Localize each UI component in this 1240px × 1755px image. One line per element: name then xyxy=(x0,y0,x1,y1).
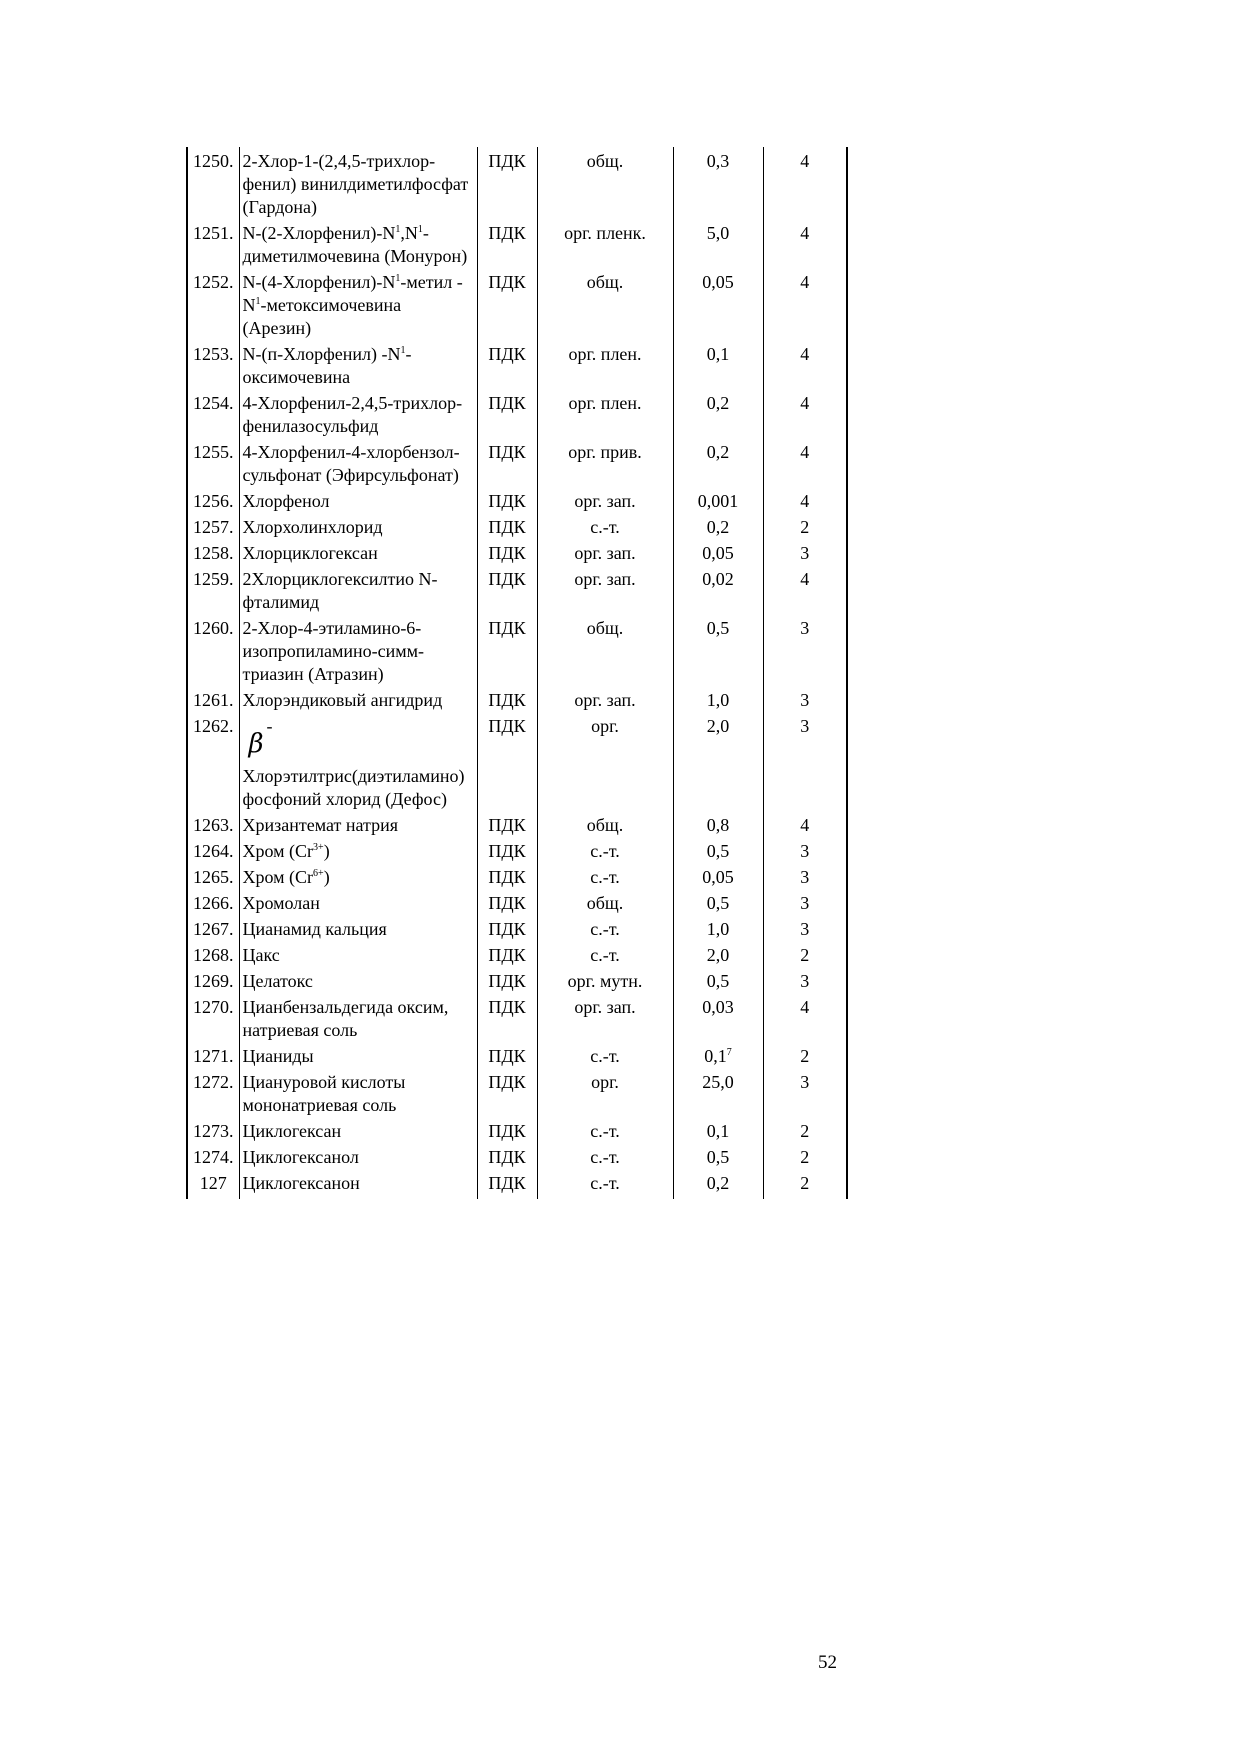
table-row xyxy=(187,993,847,1042)
limiting-indicator: орг. зап. xyxy=(537,539,673,565)
table-row xyxy=(187,219,847,268)
concentration-value: 1,0 xyxy=(673,686,763,712)
substance-name: Хромолан xyxy=(239,889,477,915)
row-number: 1257. xyxy=(187,513,239,539)
row-number: 1269. xyxy=(187,967,239,993)
table-row xyxy=(187,837,847,863)
limiting-indicator: с.-т. xyxy=(537,941,673,967)
concentration-value: 0,2 xyxy=(673,438,763,487)
row-number: 1266. xyxy=(187,889,239,915)
norm-type: ПДК xyxy=(477,1169,537,1199)
concentration-value: 5,0 xyxy=(673,219,763,268)
table-row xyxy=(187,712,847,811)
hazard-class: 3 xyxy=(763,915,847,941)
table-row xyxy=(187,811,847,837)
substance-name: Хризантемат натрия xyxy=(239,811,477,837)
value-text: 0,1 xyxy=(704,1046,727,1066)
table-row xyxy=(187,1143,847,1169)
table-row xyxy=(187,389,847,438)
row-number: 1250. xyxy=(187,147,239,219)
table-row xyxy=(187,889,847,915)
substance-name: Цакс xyxy=(239,941,477,967)
hazard-class: 2 xyxy=(763,1169,847,1199)
table-row xyxy=(187,1169,847,1199)
beta-symbol: β xyxy=(248,729,264,759)
norm-type: ПДК xyxy=(477,1068,537,1117)
row-number: 1265. xyxy=(187,863,239,889)
concentration-value: 0,001 xyxy=(673,487,763,513)
substance-name-part: -диметилмочевина (Монурон) xyxy=(242,223,468,266)
table-row xyxy=(187,565,847,614)
hazard-class: 4 xyxy=(763,811,847,837)
hazard-class: 4 xyxy=(763,438,847,487)
norm-type: ПДК xyxy=(477,1042,537,1068)
substance-name: 4-Хлорфенил-4-хлорбензол-сульфонат (Эфирсульфонат) xyxy=(239,438,477,487)
substance-name: Циануровой кислоты мононатриевая соль xyxy=(239,1068,477,1117)
limiting-indicator: орг. пленк. xyxy=(537,219,673,268)
superscript: 1 xyxy=(395,224,401,235)
norm-type: ПДК xyxy=(477,539,537,565)
concentration-value: 0,2 xyxy=(673,389,763,438)
hazard-class: 2 xyxy=(763,941,847,967)
substance-name: Целатокс xyxy=(239,967,477,993)
substance-name: Хлорциклогексан xyxy=(239,539,477,565)
hazard-class: 3 xyxy=(763,837,847,863)
concentration-value: 0,05 xyxy=(673,863,763,889)
concentration-value: 0,8 xyxy=(673,811,763,837)
table-row xyxy=(187,1068,847,1117)
table-row xyxy=(187,1042,847,1068)
norm-type: ПДК xyxy=(477,712,537,811)
row-number: 1259. xyxy=(187,565,239,614)
limiting-indicator: с.-т. xyxy=(537,837,673,863)
norm-type: ПДК xyxy=(477,863,537,889)
hazard-class: 2 xyxy=(763,1117,847,1143)
table-row xyxy=(187,915,847,941)
substance-name-part: N-(4-Хлорфенил)-N xyxy=(242,272,396,292)
norm-type: ПДК xyxy=(477,1117,537,1143)
row-number: 1253. xyxy=(187,340,239,389)
concentration-value xyxy=(673,1042,763,1068)
limiting-indicator: орг. xyxy=(537,1068,673,1117)
limiting-indicator: орг. зап. xyxy=(537,993,673,1042)
row-number: 1261. xyxy=(187,686,239,712)
substance-name: Хлорэндиковый ангидрид xyxy=(239,686,477,712)
superscript: 3+ xyxy=(313,842,324,853)
hazard-class: 4 xyxy=(763,340,847,389)
concentration-value: 0,5 xyxy=(673,1143,763,1169)
table-row xyxy=(187,863,847,889)
substance-name: Хлорфенол xyxy=(239,487,477,513)
norm-type: ПДК xyxy=(477,565,537,614)
table-row xyxy=(187,614,847,686)
table-body xyxy=(187,147,847,1199)
beta-prefix xyxy=(243,715,474,765)
norm-type: ПДК xyxy=(477,967,537,993)
row-number: 1272. xyxy=(187,1068,239,1117)
beta-dash: - xyxy=(266,716,273,736)
hazard-class: 4 xyxy=(763,147,847,219)
row-number: 1254. xyxy=(187,389,239,438)
hazard-class: 3 xyxy=(763,1068,847,1117)
table-row xyxy=(187,513,847,539)
norm-type: ПДК xyxy=(477,1143,537,1169)
hazard-class: 3 xyxy=(763,686,847,712)
limiting-indicator: общ. xyxy=(537,147,673,219)
page-number: 52 xyxy=(818,1652,837,1673)
substance-name: Цианбензальдегида оксим, натриевая соль xyxy=(239,993,477,1042)
substance-name: Хлорхолинхлорид xyxy=(239,513,477,539)
substance-name xyxy=(239,863,477,889)
norm-type: ПДК xyxy=(477,219,537,268)
substance-name xyxy=(239,219,477,268)
limiting-indicator: общ. xyxy=(537,811,673,837)
limiting-indicator: орг. плен. xyxy=(537,389,673,438)
substance-name-part: ) xyxy=(323,841,330,861)
substance-name-part: -метоксимочевина (Арезин) xyxy=(242,295,402,338)
hazard-class: 3 xyxy=(763,614,847,686)
norm-type: ПДК xyxy=(477,487,537,513)
footnote-mark: 7 xyxy=(726,1047,732,1058)
concentration-value: 0,05 xyxy=(673,539,763,565)
hazard-class: 4 xyxy=(763,487,847,513)
row-number: 1268. xyxy=(187,941,239,967)
substance-name-part: N-(п-Хлорфенил) -N xyxy=(242,344,401,364)
hazard-class: 3 xyxy=(763,967,847,993)
limiting-indicator: орг. плен. xyxy=(537,340,673,389)
row-number: 1264. xyxy=(187,837,239,863)
norm-type: ПДК xyxy=(477,614,537,686)
limiting-indicator: орг. зап. xyxy=(537,565,673,614)
substance-name: 2-Хлор-4-этиламино-6-изопропиламино-симм-триазин (Атразин) xyxy=(239,614,477,686)
limiting-indicator: с.-т. xyxy=(537,1042,673,1068)
limiting-indicator: орг. зап. xyxy=(537,686,673,712)
concentration-value: 0,03 xyxy=(673,993,763,1042)
row-number: 1274. xyxy=(187,1143,239,1169)
superscript: 1 xyxy=(395,273,401,284)
concentration-value: 0,02 xyxy=(673,565,763,614)
table-row xyxy=(187,967,847,993)
row-number: 1255. xyxy=(187,438,239,487)
substance-name: Циклогексан xyxy=(239,1117,477,1143)
concentration-value: 1,0 xyxy=(673,915,763,941)
limiting-indicator: с.-т. xyxy=(537,1169,673,1199)
norm-type: ПДК xyxy=(477,941,537,967)
hazard-class: 4 xyxy=(763,219,847,268)
substance-name: 2-Хлор-1-(2,4,5-трихлор-фенил) винилдиметилфосфат (Гардона) xyxy=(239,147,477,219)
limiting-indicator: орг. мутн. xyxy=(537,967,673,993)
hazard-class: 3 xyxy=(763,889,847,915)
limiting-indicator: с.-т. xyxy=(537,1143,673,1169)
table-row xyxy=(187,268,847,340)
substance-name-part: ,N xyxy=(400,223,418,243)
substance-name-part: -оксимочевина xyxy=(242,344,412,387)
concentration-value: 0,5 xyxy=(673,837,763,863)
norm-type: ПДК xyxy=(477,268,537,340)
limiting-indicator: общ. xyxy=(537,268,673,340)
substance-name-text: Хлорэтилтрис(диэтиламино) фосфоний хлорид (Дефос) xyxy=(242,766,465,809)
substance-name-part: -метил -N xyxy=(242,272,463,315)
row-number: 1270. xyxy=(187,993,239,1042)
norm-type: ПДК xyxy=(477,389,537,438)
table-row xyxy=(187,539,847,565)
superscript: 1 xyxy=(417,224,423,235)
limiting-indicator: с.-т. xyxy=(537,863,673,889)
substance-name xyxy=(239,837,477,863)
row-number: 1252. xyxy=(187,268,239,340)
concentration-value: 0,5 xyxy=(673,614,763,686)
row-number: 1251. xyxy=(187,219,239,268)
norm-type: ПДК xyxy=(477,147,537,219)
norm-type: ПДК xyxy=(477,811,537,837)
table-row xyxy=(187,438,847,487)
limiting-indicator: с.-т. xyxy=(537,915,673,941)
limiting-indicator: с.-т. xyxy=(537,1117,673,1143)
substance-name: Цианиды xyxy=(239,1042,477,1068)
hazard-class: 4 xyxy=(763,993,847,1042)
concentration-value: 2,0 xyxy=(673,941,763,967)
norm-type: ПДК xyxy=(477,837,537,863)
superscript: 6+ xyxy=(313,868,324,879)
hazard-class: 4 xyxy=(763,389,847,438)
concentration-value: 0,5 xyxy=(673,967,763,993)
hazard-class: 2 xyxy=(763,1042,847,1068)
concentration-value: 2,0 xyxy=(673,712,763,811)
table-row xyxy=(187,1117,847,1143)
concentration-value: 0,2 xyxy=(673,1169,763,1199)
row-number: 1256. xyxy=(187,487,239,513)
concentration-value: 0,1 xyxy=(673,340,763,389)
substance-name: Цианамид кальция xyxy=(239,915,477,941)
limiting-indicator: общ. xyxy=(537,889,673,915)
norm-type: ПДК xyxy=(477,438,537,487)
row-number: 1267. xyxy=(187,915,239,941)
substance-name xyxy=(239,340,477,389)
substance-name: 4-Хлорфенил-2,4,5-трихлор-фенилазосульфид xyxy=(239,389,477,438)
table-row xyxy=(187,487,847,513)
substance-name: 2Хлорциклогексилтио N-фталимид xyxy=(239,565,477,614)
concentration-value: 0,1 xyxy=(673,1117,763,1143)
substance-name xyxy=(239,712,477,811)
row-number: 1262. xyxy=(187,712,239,811)
superscript: 1 xyxy=(255,296,261,307)
hazard-class: 2 xyxy=(763,1143,847,1169)
limiting-indicator: с.-т. xyxy=(537,513,673,539)
table-row xyxy=(187,147,847,219)
norm-type: ПДК xyxy=(477,889,537,915)
norm-type: ПДК xyxy=(477,513,537,539)
hazard-class: 3 xyxy=(763,712,847,811)
substance-name: Циклогексанон xyxy=(239,1169,477,1199)
norm-type: ПДК xyxy=(477,915,537,941)
concentration-value: 0,5 xyxy=(673,889,763,915)
limiting-indicator: орг. xyxy=(537,712,673,811)
row-number: 1260. xyxy=(187,614,239,686)
row-number: 1271. xyxy=(187,1042,239,1068)
substance-name: Циклогексанол xyxy=(239,1143,477,1169)
norm-type: ПДК xyxy=(477,340,537,389)
superscript: 1 xyxy=(400,345,406,356)
table-row xyxy=(187,686,847,712)
row-number: 1273. xyxy=(187,1117,239,1143)
limiting-indicator: орг. прив. xyxy=(537,438,673,487)
concentration-value: 25,0 xyxy=(673,1068,763,1117)
hazard-class: 4 xyxy=(763,565,847,614)
row-number: 1263. xyxy=(187,811,239,837)
norm-type: ПДК xyxy=(477,993,537,1042)
hazard-class: 4 xyxy=(763,268,847,340)
substance-name-part: Хром (Cr xyxy=(242,841,314,861)
table-row xyxy=(187,941,847,967)
concentration-value: 0,05 xyxy=(673,268,763,340)
substances-table xyxy=(186,147,848,1199)
limiting-indicator: общ. xyxy=(537,614,673,686)
substance-name-part: Хром (Cr xyxy=(242,867,314,887)
hazard-class: 3 xyxy=(763,863,847,889)
row-number: 1258. xyxy=(187,539,239,565)
substance-name-part: N-(2-Хлорфенил)-N xyxy=(242,223,396,243)
norm-type: ПДК xyxy=(477,686,537,712)
substance-name-part: ) xyxy=(323,867,330,887)
row-number: 127 xyxy=(187,1169,239,1199)
concentration-value: 0,2 xyxy=(673,513,763,539)
limiting-indicator: орг. зап. xyxy=(537,487,673,513)
substance-name xyxy=(239,268,477,340)
table-row xyxy=(187,340,847,389)
hazard-class: 2 xyxy=(763,513,847,539)
concentration-value: 0,3 xyxy=(673,147,763,219)
hazard-class: 3 xyxy=(763,539,847,565)
